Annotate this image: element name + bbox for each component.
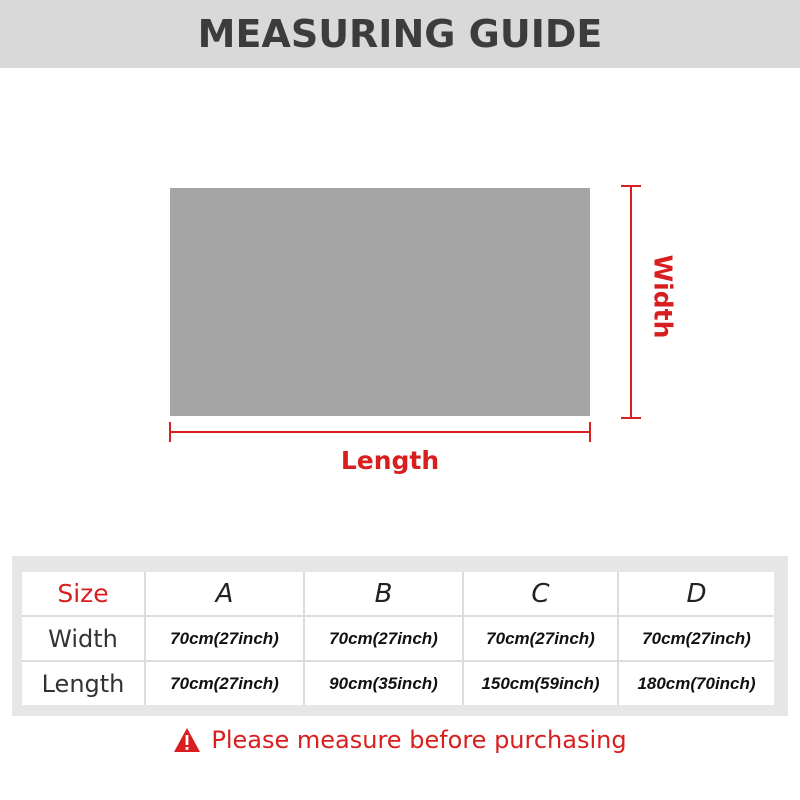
table-cell: 180cm(70inch) (619, 662, 774, 705)
size-header: Size (22, 572, 144, 615)
page-title: MEASURING GUIDE (197, 12, 603, 56)
column-header-b: B (305, 572, 462, 615)
notice-text: Please measure before purchasing (211, 726, 627, 754)
row-label-width: Width (22, 617, 144, 660)
length-dimension-line (170, 431, 590, 433)
warning-icon (173, 727, 201, 753)
header-bar (0, 0, 800, 68)
table-cell: 70cm(27inch) (146, 617, 303, 660)
length-dimension-tick-left (169, 422, 171, 442)
width-label: Width (648, 254, 678, 339)
width-dimension-tick-bottom (621, 417, 641, 419)
width-dimension-tick-top (621, 185, 641, 187)
length-label: Length (340, 446, 440, 475)
column-header-d: D (619, 572, 774, 615)
table-cell: 70cm(27inch) (464, 617, 617, 660)
column-header-c: C (464, 572, 617, 615)
table-cell: 90cm(35inch) (305, 662, 462, 705)
notice (0, 726, 800, 754)
table-cell: 70cm(27inch) (146, 662, 303, 705)
row-label-length: Length (22, 662, 144, 705)
table-cell: 70cm(27inch) (619, 617, 774, 660)
length-dimension-tick-right (589, 422, 591, 442)
product-rectangle (170, 188, 590, 416)
column-header-a: A (146, 572, 303, 615)
table-cell: 150cm(59inch) (464, 662, 617, 705)
size-table (22, 572, 772, 705)
table-cell: 70cm(27inch) (305, 617, 462, 660)
width-dimension-line (630, 186, 632, 418)
